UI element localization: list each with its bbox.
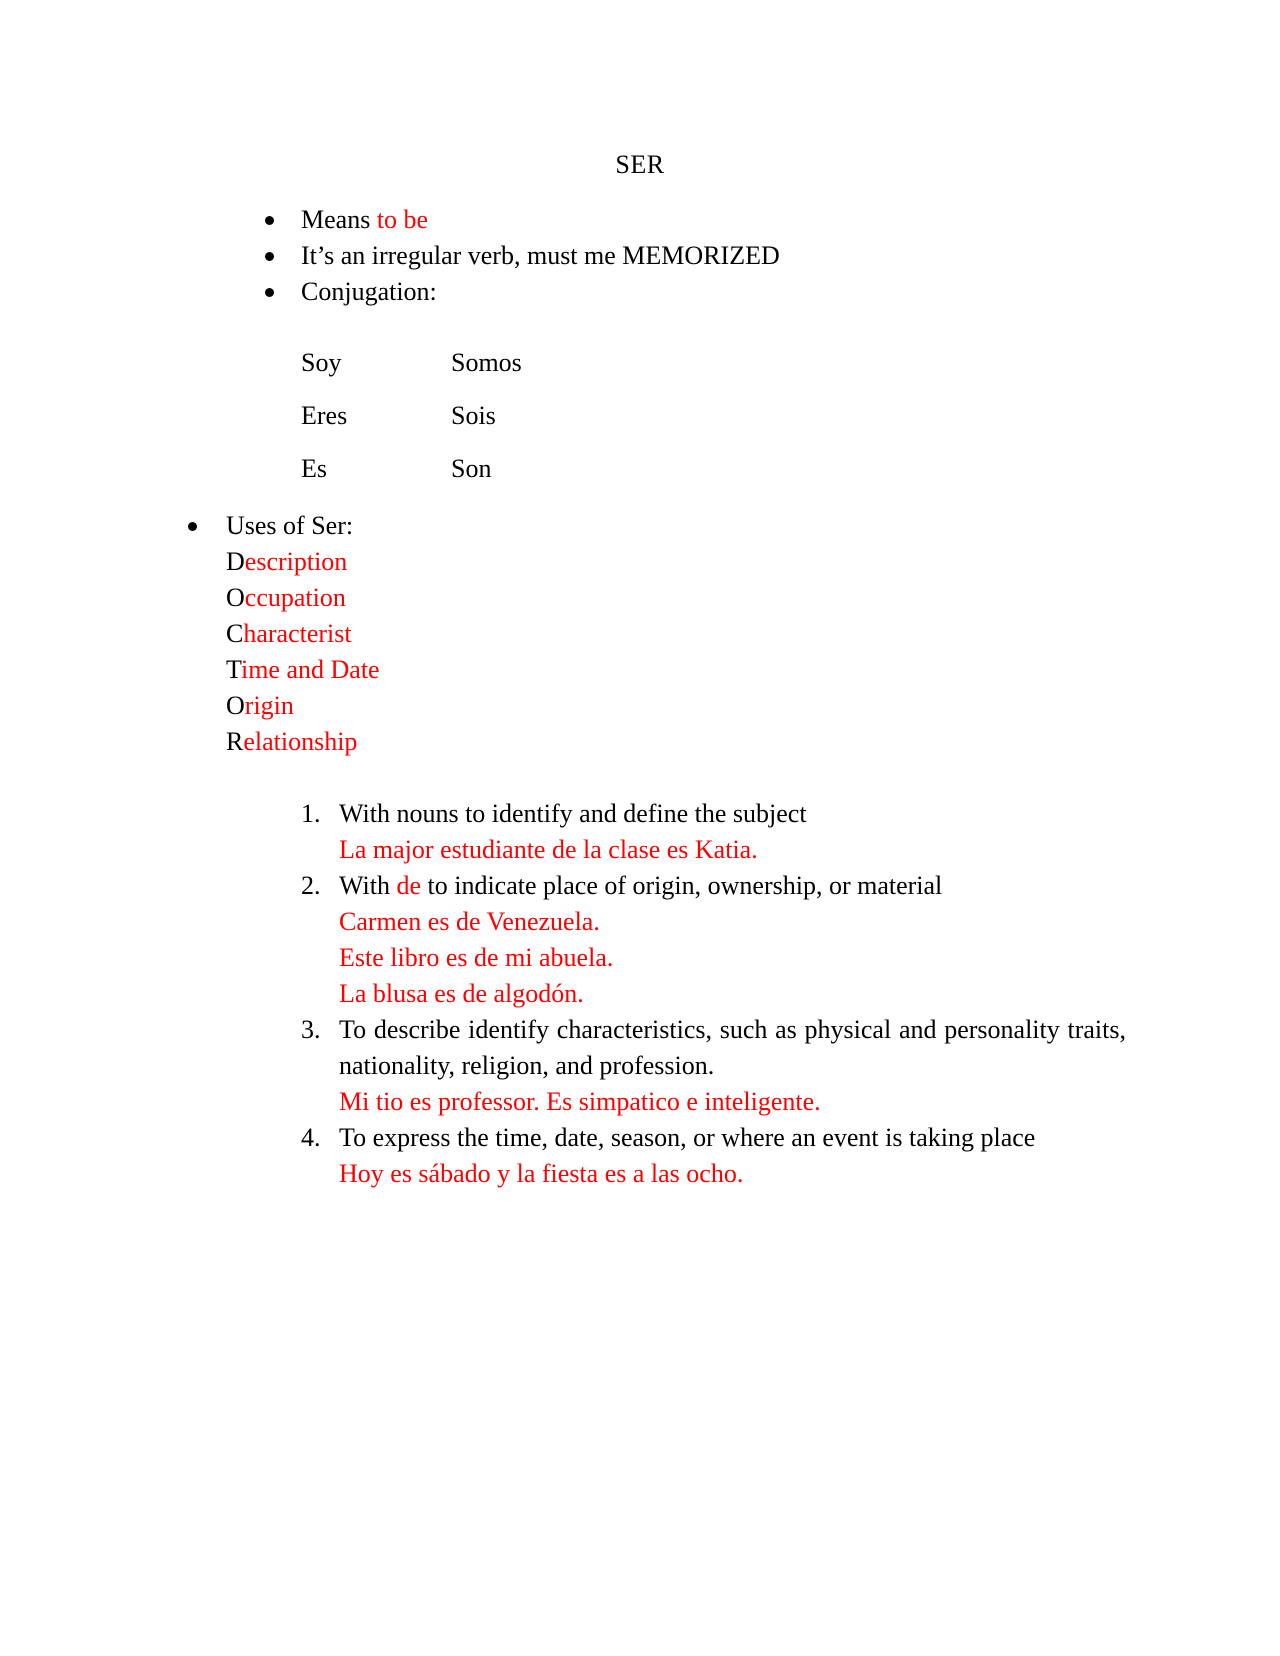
bullet-irregular-text: It’s an irregular verb, must me MEMORIZED: [301, 241, 780, 270]
conjugation-singular: Es: [301, 454, 327, 483]
item-example: Hoy es sábado y la fiesta es a las ocho.: [339, 1159, 744, 1188]
numbered-item-4: [301, 1120, 1126, 1192]
bullet-irregular: [262, 238, 780, 274]
item-text: To describe identify characteristics, such as physical and personality traits, nationality, religion, and profession.: [339, 1015, 1126, 1080]
numbered-item-1: [301, 796, 1126, 868]
uses-rest: haracterist: [243, 619, 352, 648]
conjugation-singular: Eres: [301, 401, 348, 430]
item-example: La blusa es de algodón.: [339, 979, 584, 1008]
uses-rest: rigin: [244, 691, 294, 720]
uses-rest: escription: [244, 547, 348, 576]
item-number: 4.: [301, 1123, 321, 1152]
numbered-list: [301, 796, 1126, 1192]
conjugation-singular: Soy: [301, 348, 342, 377]
uses-item-characterist: [188, 616, 380, 652]
item-text-after: to indicate place of origin, ownership, or material: [421, 871, 943, 900]
uses-item-description: [188, 544, 380, 580]
conjugation-row: [301, 452, 522, 505]
bullet-icon: [265, 252, 274, 261]
uses-item-origin: [188, 688, 380, 724]
uses-initial: T: [226, 655, 241, 684]
uses-item-time-date: [188, 652, 380, 688]
conjugation-plural: Sois: [451, 401, 496, 430]
conjugation-row: [301, 399, 522, 452]
uses-item-relationship: [188, 724, 380, 760]
uses-item-occupation: [188, 580, 380, 616]
item-text-highlight: de: [396, 871, 421, 900]
conjugation-row: [301, 346, 522, 399]
bullet-icon: [265, 216, 274, 225]
bullet-meaning-text: Means: [301, 205, 377, 234]
uses-heading: [188, 508, 380, 544]
conjugation-table: [301, 346, 522, 505]
item-text: To express the time, date, season, or where an event is taking place: [339, 1123, 1036, 1152]
bullet-conjugation-text: Conjugation:: [301, 277, 437, 306]
uses-initial: O: [226, 691, 245, 720]
item-number: 2.: [301, 871, 321, 900]
item-example: La major estudiante de la clase es Katia.: [339, 835, 758, 864]
uses-initial: R: [226, 727, 244, 756]
uses-initial: C: [226, 619, 244, 648]
bullet-icon: [188, 522, 197, 531]
uses-section: [188, 508, 380, 760]
conjugation-plural: Son: [451, 454, 492, 483]
item-number: 1.: [301, 799, 321, 828]
bullet-meaning-highlight: to be: [376, 205, 429, 234]
conjugation-plural: Somos: [451, 348, 522, 377]
uses-heading-text: Uses of Ser:: [226, 511, 354, 540]
item-number: 3.: [301, 1015, 321, 1044]
page-title: SER: [615, 150, 665, 179]
item-text: With nouns to identify and define the subject: [339, 799, 807, 828]
uses-rest: elationship: [243, 727, 358, 756]
numbered-item-3: [301, 1012, 1126, 1120]
item-example: Este libro es de mi abuela.: [339, 943, 614, 972]
bullet-icon: [265, 288, 274, 297]
item-example: Mi tio es professor. Es simpatico e inteligente.: [339, 1087, 821, 1116]
item-text: [339, 868, 1126, 904]
bullet-conjugation: [262, 274, 780, 310]
uses-rest: ime and Date: [240, 655, 380, 684]
uses-rest: ccupation: [244, 583, 346, 612]
item-example: Carmen es de Venezuela.: [339, 907, 600, 936]
numbered-item-2: [301, 868, 1126, 1012]
uses-initial: D: [226, 547, 245, 576]
item-text-before: With: [339, 871, 397, 900]
uses-initial: O: [226, 583, 245, 612]
bullet-meaning: [262, 202, 780, 238]
intro-bullet-list: [262, 202, 780, 310]
